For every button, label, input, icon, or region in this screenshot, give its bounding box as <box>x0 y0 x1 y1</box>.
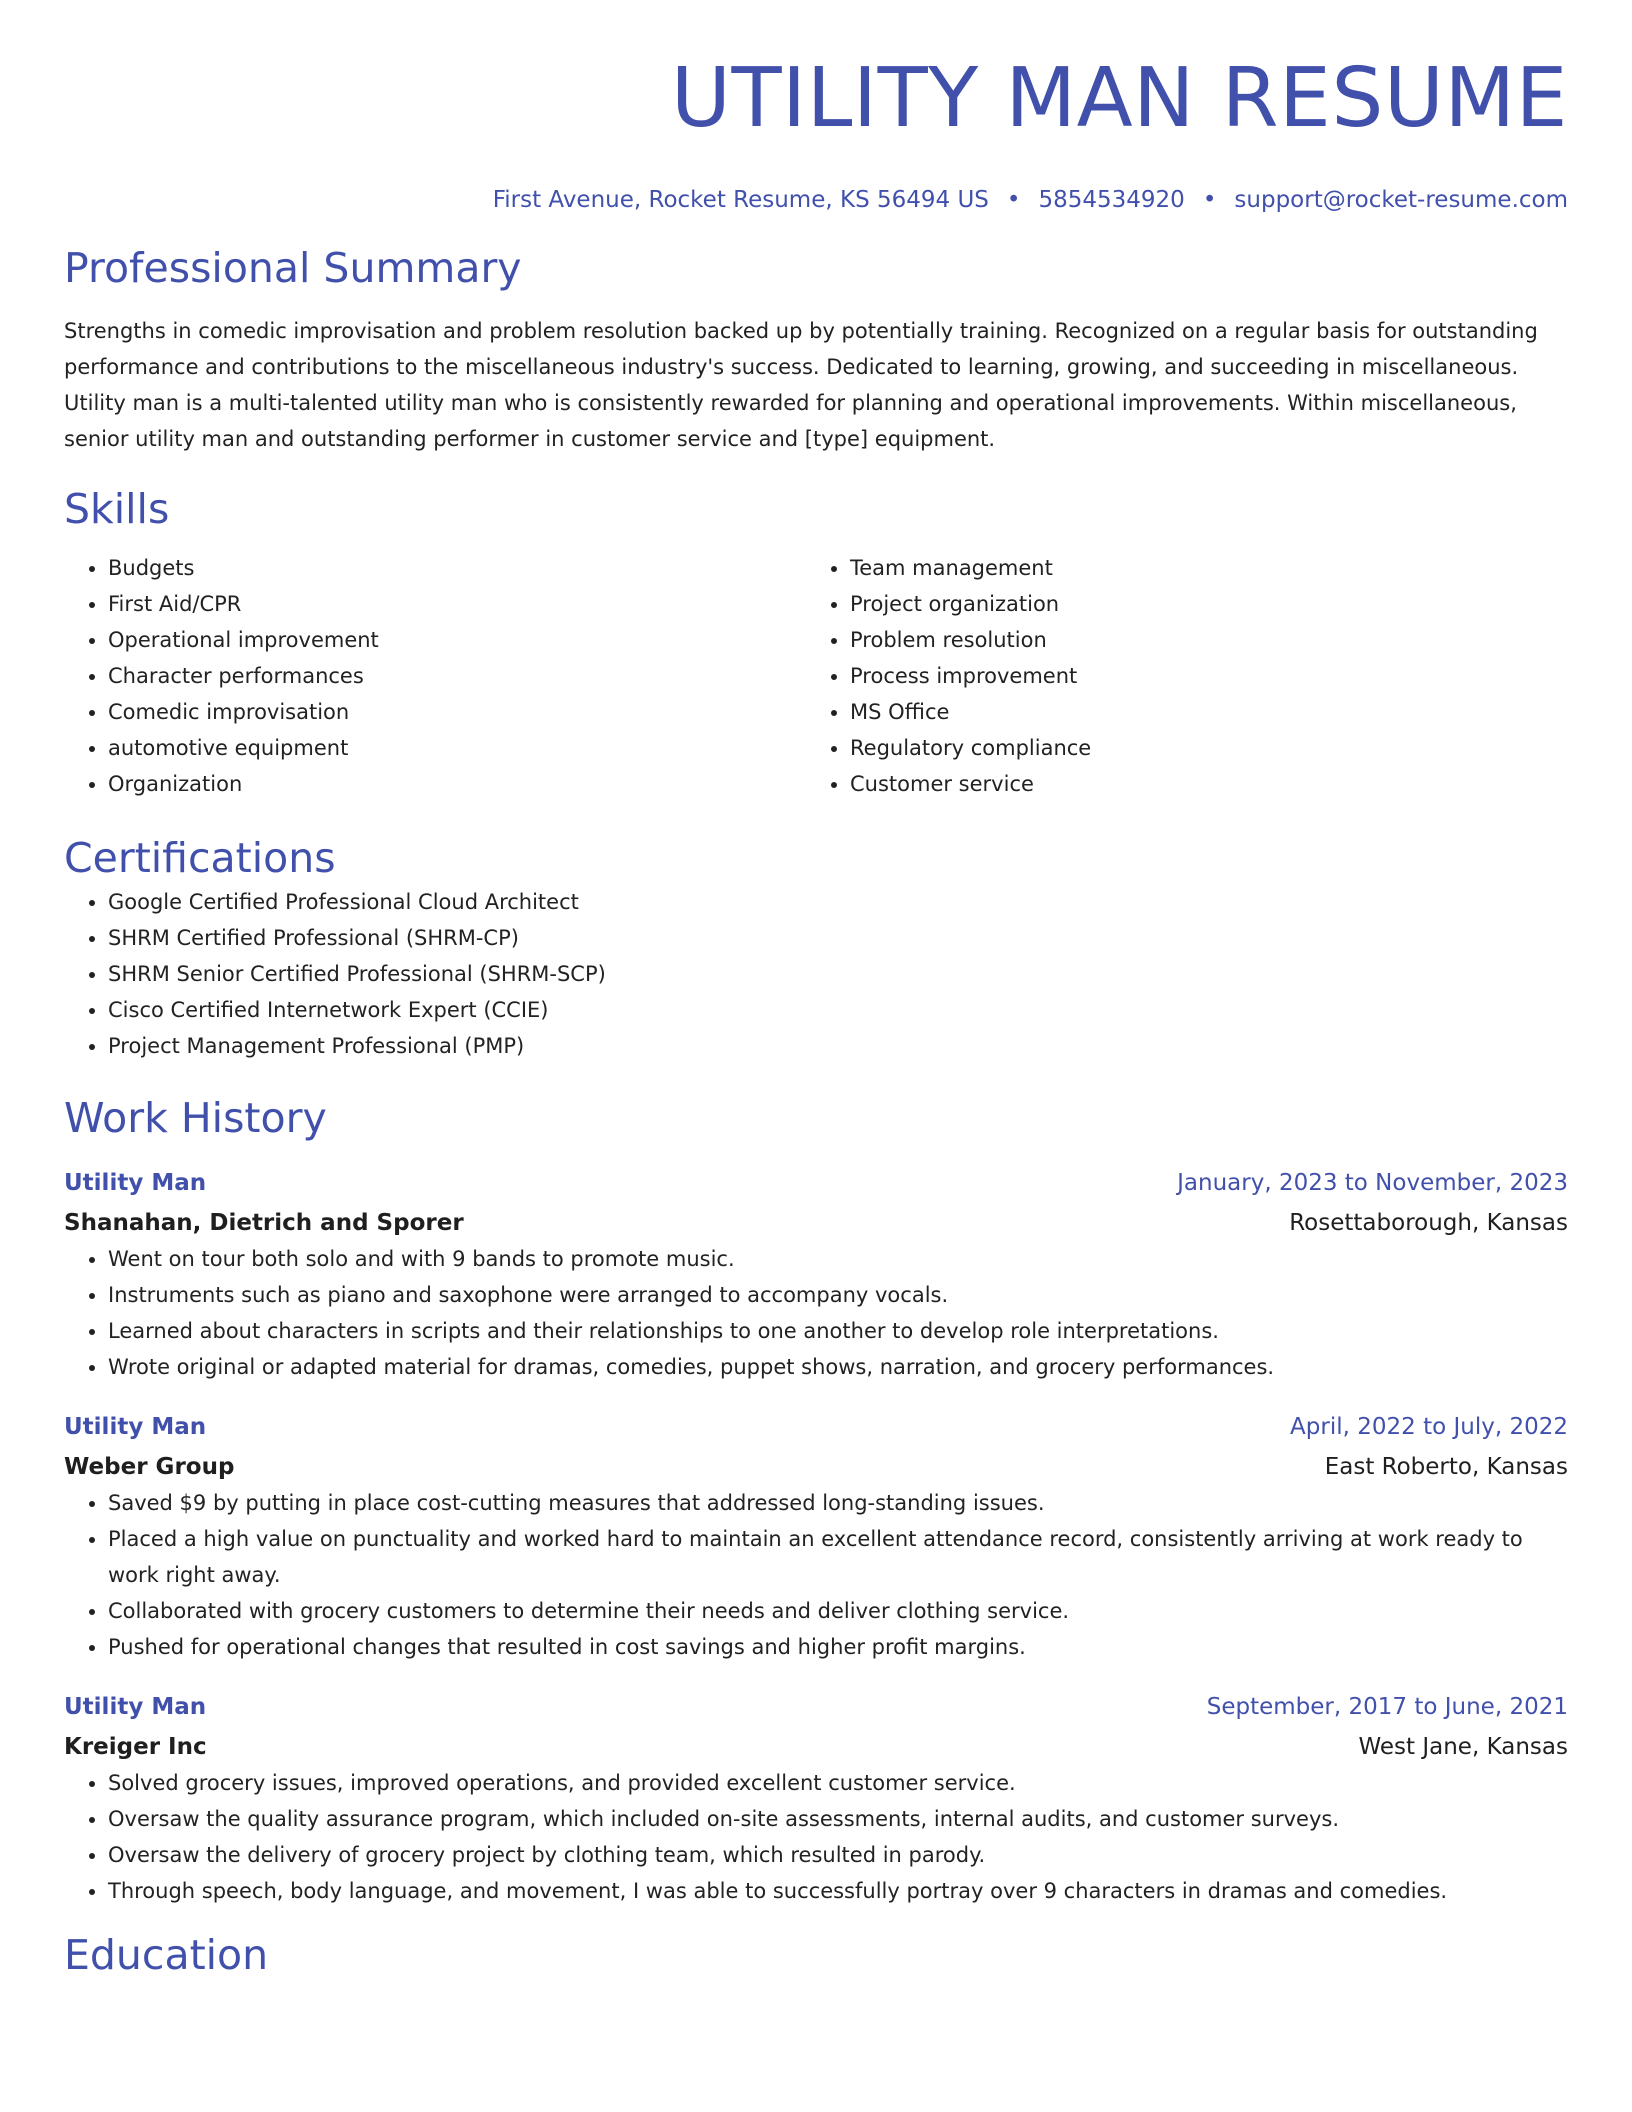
section-title-skills: Skills <box>64 485 170 534</box>
job-company: Weber Group <box>64 1453 235 1480</box>
job-bullets <box>64 1485 1568 1665</box>
contact-phone[interactable]: 5854534920 <box>1038 187 1185 213</box>
job-location: West Jane, Kansas <box>1358 1733 1568 1760</box>
job-role: Utility Man <box>64 1169 207 1196</box>
job-bullets <box>64 1765 1568 1909</box>
skill-item: • MS Office <box>850 694 1548 730</box>
job-bullet: • Solved grocery issues, improved operations, and provided excellent customer service. <box>108 1765 1568 1801</box>
job-bullet: • Pushed for operational changes that resulted in cost savings and higher profit margins. <box>108 1629 1568 1665</box>
skill-item: • Team management <box>850 550 1548 586</box>
section-title-certifications: Certifications <box>64 834 336 883</box>
job-bullet: • Collaborated with grocery customers to determine their needs and deliver clothing service. <box>108 1593 1568 1629</box>
skills-list-right <box>806 550 1548 802</box>
skill-item: • Problem resolution <box>850 622 1548 658</box>
certification-item: • Google Certified Professional Cloud Architect <box>108 884 1568 920</box>
skills-column-left <box>64 550 806 802</box>
resume-title: UTILITY MAN RESUME <box>670 51 1568 146</box>
skill-item: • Operational improvement <box>108 622 806 658</box>
job-bullet: • Instruments such as piano and saxophone were arranged to accompany vocals. <box>108 1277 1568 1313</box>
section-title-work-history: Work History <box>64 1093 327 1142</box>
job-location: East Roberto, Kansas <box>1324 1453 1568 1480</box>
contact-email[interactable]: support@rocket-resume.com <box>1234 187 1568 213</box>
job-bullet: • Through speech, body language, and movement, I was able to successfully portray over 9 characters in dramas and comedies. <box>108 1873 1568 1909</box>
job-bullet: • Learned about characters in scripts and their relationships to one another to develop role interpretations. <box>108 1313 1568 1349</box>
skill-item: • Regulatory compliance <box>850 730 1548 766</box>
contact-address: First Avenue, Rocket Resume, KS 56494 US <box>492 187 989 213</box>
skill-item: • Customer service <box>850 766 1548 802</box>
certification-item: • Cisco Certified Internetwork Expert (CCIE) <box>108 992 1568 1028</box>
summary-text: Strengths in comedic improvisation and problem resolution backed up by potentially training. Recognized on a regular basis for outstanding performance and contributions to the miscellaneous industry's success. Dedicated to learning, growing, and succeeding in miscellaneous. Utility man is a multi-talented utility man who is consistently rewarded for planning and operational improvements. Within miscellaneous, senior utility man and outstanding performer in customer service and [type] equipment. <box>64 319 1538 452</box>
job-company: Shanahan, Dietrich and Sporer <box>64 1209 464 1236</box>
job-entry <box>64 1409 1568 1665</box>
job-bullets <box>64 1241 1568 1385</box>
job-role: Utility Man <box>64 1693 207 1720</box>
skill-item: • automotive equipment <box>108 730 806 766</box>
job-header <box>64 1165 1568 1201</box>
skill-item: • Project organization <box>850 586 1548 622</box>
certification-item: • SHRM Senior Certified Professional (SHRM-SCP) <box>108 956 1568 992</box>
job-bullet: • Oversaw the quality assurance program, which included on-site assessments, internal audits, and customer surveys. <box>108 1801 1568 1837</box>
certifications-list <box>64 884 1568 1064</box>
skills-list-left <box>64 550 806 802</box>
job-subheader <box>64 1449 1568 1485</box>
skill-item: • Organization <box>108 766 806 802</box>
job-entry <box>64 1689 1568 1909</box>
skill-item: • Budgets <box>108 550 806 586</box>
job-subheader <box>64 1205 1568 1241</box>
job-role: Utility Man <box>64 1413 207 1440</box>
job-header <box>64 1409 1568 1445</box>
section-title-summary: Professional Summary <box>64 244 522 292</box>
skill-item: • Character performances <box>108 658 806 694</box>
job-dates: September, 2017 to June, 2021 <box>1206 1693 1568 1720</box>
job-company: Kreiger Inc <box>64 1733 207 1760</box>
contact-separator: • <box>1006 187 1021 213</box>
job-bullet: • Went on tour both solo and with 9 bands to promote music. <box>108 1241 1568 1277</box>
skill-item: • Process improvement <box>850 658 1548 694</box>
job-bullet: • Wrote original or adapted material for dramas, comedies, puppet shows, narration, and grocery performances. <box>108 1349 1568 1385</box>
contact-separator: • <box>1202 187 1217 213</box>
certification-item: • Project Management Professional (PMP) <box>108 1028 1568 1064</box>
skills-column-right <box>806 550 1548 802</box>
job-bullet: • Saved $9 by putting in place cost-cutting measures that addressed long-standing issues. <box>108 1485 1568 1521</box>
job-location: Rosettaborough, Kansas <box>1289 1209 1568 1236</box>
section-title-education: Education <box>64 1930 269 1979</box>
job-header <box>64 1689 1568 1725</box>
job-subheader <box>64 1729 1568 1765</box>
job-bullet: • Placed a high value on punctuality and worked hard to maintain an excellent attendance record, consistently arriving at work ready to work right away. <box>108 1521 1568 1593</box>
job-entry <box>64 1165 1568 1385</box>
skill-item: • First Aid/CPR <box>108 586 806 622</box>
job-bullet: • Oversaw the delivery of grocery project by clothing team, which resulted in parody. <box>108 1837 1568 1873</box>
job-dates: April, 2022 to July, 2022 <box>1290 1413 1568 1440</box>
contact-line <box>64 184 1568 216</box>
certification-item: • SHRM Certified Professional (SHRM-CP) <box>108 920 1568 956</box>
skill-item: • Comedic improvisation <box>108 694 806 730</box>
job-dates: January, 2023 to November, 2023 <box>1177 1169 1568 1196</box>
skills-columns <box>64 550 1568 802</box>
